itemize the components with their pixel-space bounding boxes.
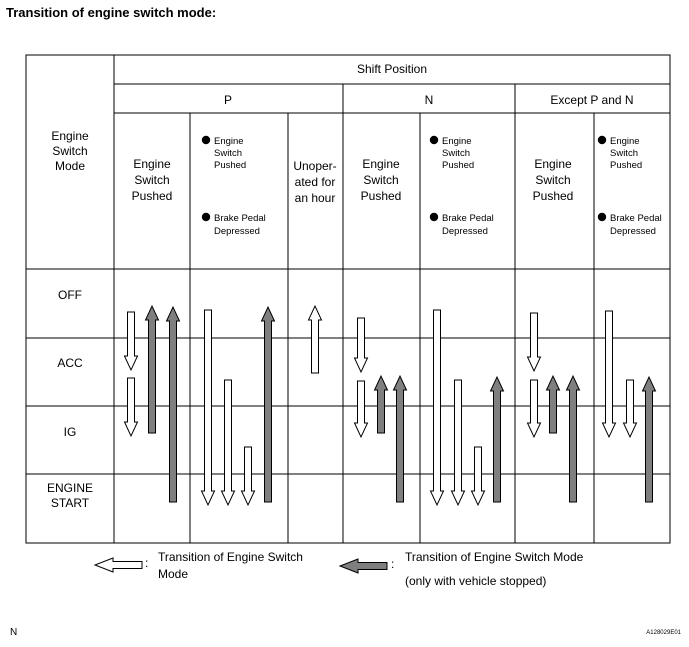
group-label-except-p-n: Except P and N — [550, 93, 634, 107]
legend — [95, 550, 584, 588]
condition-engine-switch-pushed: Engine — [442, 136, 472, 147]
condition-engine-switch-pushed: Pushed — [532, 189, 574, 203]
white-arrow — [355, 318, 368, 372]
white-arrow — [452, 380, 465, 505]
bullet-icon — [598, 136, 606, 144]
shift-position-label: Shift Position — [356, 62, 428, 76]
gray-arrow — [146, 306, 159, 433]
figure-code: A128029E01 — [646, 630, 681, 636]
white-arrow — [603, 311, 616, 437]
condition-engine-switch-pushed: Pushed — [442, 160, 475, 171]
condition-engine-switch-pushed: Switch — [363, 173, 399, 187]
condition-engine-switch-pushed: Switch — [214, 148, 242, 159]
condition-unoperated-hour: ated for — [294, 175, 336, 189]
condition-engine-switch-pushed: Engine — [362, 157, 400, 171]
page-title: Transition of engine switch mode: — [6, 5, 217, 20]
condition-brake-pedal-depressed: Brake Pedal — [442, 213, 494, 224]
condition-engine-switch-pushed: Switch — [442, 148, 470, 159]
gray-arrow — [394, 376, 407, 502]
white-arrow — [222, 380, 235, 505]
corner-label-left: N — [10, 627, 18, 638]
condition-brake-pedal-depressed: Brake Pedal — [214, 213, 266, 224]
legend-gray-note: (only with vehicle stopped) — [405, 574, 547, 588]
condition-unoperated-hour: Unoper- — [293, 159, 337, 173]
bullet-icon — [430, 213, 438, 221]
bullet-icon — [202, 213, 210, 221]
gray-arrow — [643, 377, 656, 502]
row-header-label: Engine — [51, 129, 89, 143]
white-arrow — [125, 312, 138, 370]
condition-engine-switch-pushed: Switch — [535, 173, 571, 187]
condition-brake-pedal-depressed: Depressed — [442, 226, 488, 237]
row-header-label: Switch — [52, 144, 88, 158]
white-arrow — [472, 447, 485, 505]
condition-engine-switch-pushed: Switch — [610, 148, 638, 159]
gray-arrow — [567, 376, 580, 502]
white-arrow — [309, 306, 322, 373]
legend-gray-arrow-icon — [340, 559, 387, 573]
white-arrow — [355, 381, 368, 437]
mode-engine-start: START — [50, 496, 90, 510]
bullet-icon — [598, 213, 606, 221]
white-arrow — [242, 447, 255, 505]
row-header-label: Mode — [54, 159, 86, 173]
white-arrow — [202, 310, 215, 505]
group-label-p: P — [223, 93, 233, 107]
gray-arrow — [375, 376, 388, 433]
gray-arrow — [167, 307, 180, 502]
gray-arrow — [547, 376, 560, 433]
legend-colon: : — [145, 556, 149, 570]
mode-ig: IG — [63, 425, 77, 439]
condition-engine-switch-pushed: Pushed — [610, 160, 643, 171]
white-arrow — [125, 378, 138, 436]
white-arrow — [528, 313, 541, 371]
bullet-icon — [202, 136, 210, 144]
condition-brake-pedal-depressed: Depressed — [610, 226, 656, 237]
legend-white-label: Mode — [158, 567, 189, 581]
mode-engine-start: ENGINE — [46, 481, 94, 495]
gray-arrow — [491, 377, 504, 502]
condition-engine-switch-pushed: Engine — [133, 157, 171, 171]
condition-engine-switch-pushed: Engine — [534, 157, 572, 171]
legend-colon: : — [391, 557, 395, 571]
white-arrow — [431, 310, 444, 505]
white-arrow — [624, 380, 637, 437]
condition-brake-pedal-depressed: Brake Pedal — [610, 213, 662, 224]
condition-unoperated-hour: an hour — [294, 191, 336, 205]
white-arrow — [528, 380, 541, 437]
bullet-icon — [430, 136, 438, 144]
legend-gray-label: Transition of Engine Switch Mode — [405, 550, 584, 564]
condition-engine-switch-pushed: Pushed — [131, 189, 173, 203]
mode-off: OFF — [58, 288, 82, 302]
gray-arrow — [262, 307, 275, 502]
condition-brake-pedal-depressed: Depressed — [214, 226, 260, 237]
condition-engine-switch-pushed: Engine — [610, 136, 640, 147]
condition-engine-switch-pushed: Pushed — [360, 189, 402, 203]
group-label-n: N — [424, 93, 434, 107]
condition-engine-switch-pushed: Switch — [134, 173, 170, 187]
legend-white-arrow-icon — [95, 558, 142, 572]
condition-engine-switch-pushed: Engine — [214, 136, 244, 147]
mode-acc: ACC — [57, 356, 83, 370]
legend-white-label: Transition of Engine Switch — [158, 550, 303, 564]
condition-engine-switch-pushed: Pushed — [214, 160, 247, 171]
